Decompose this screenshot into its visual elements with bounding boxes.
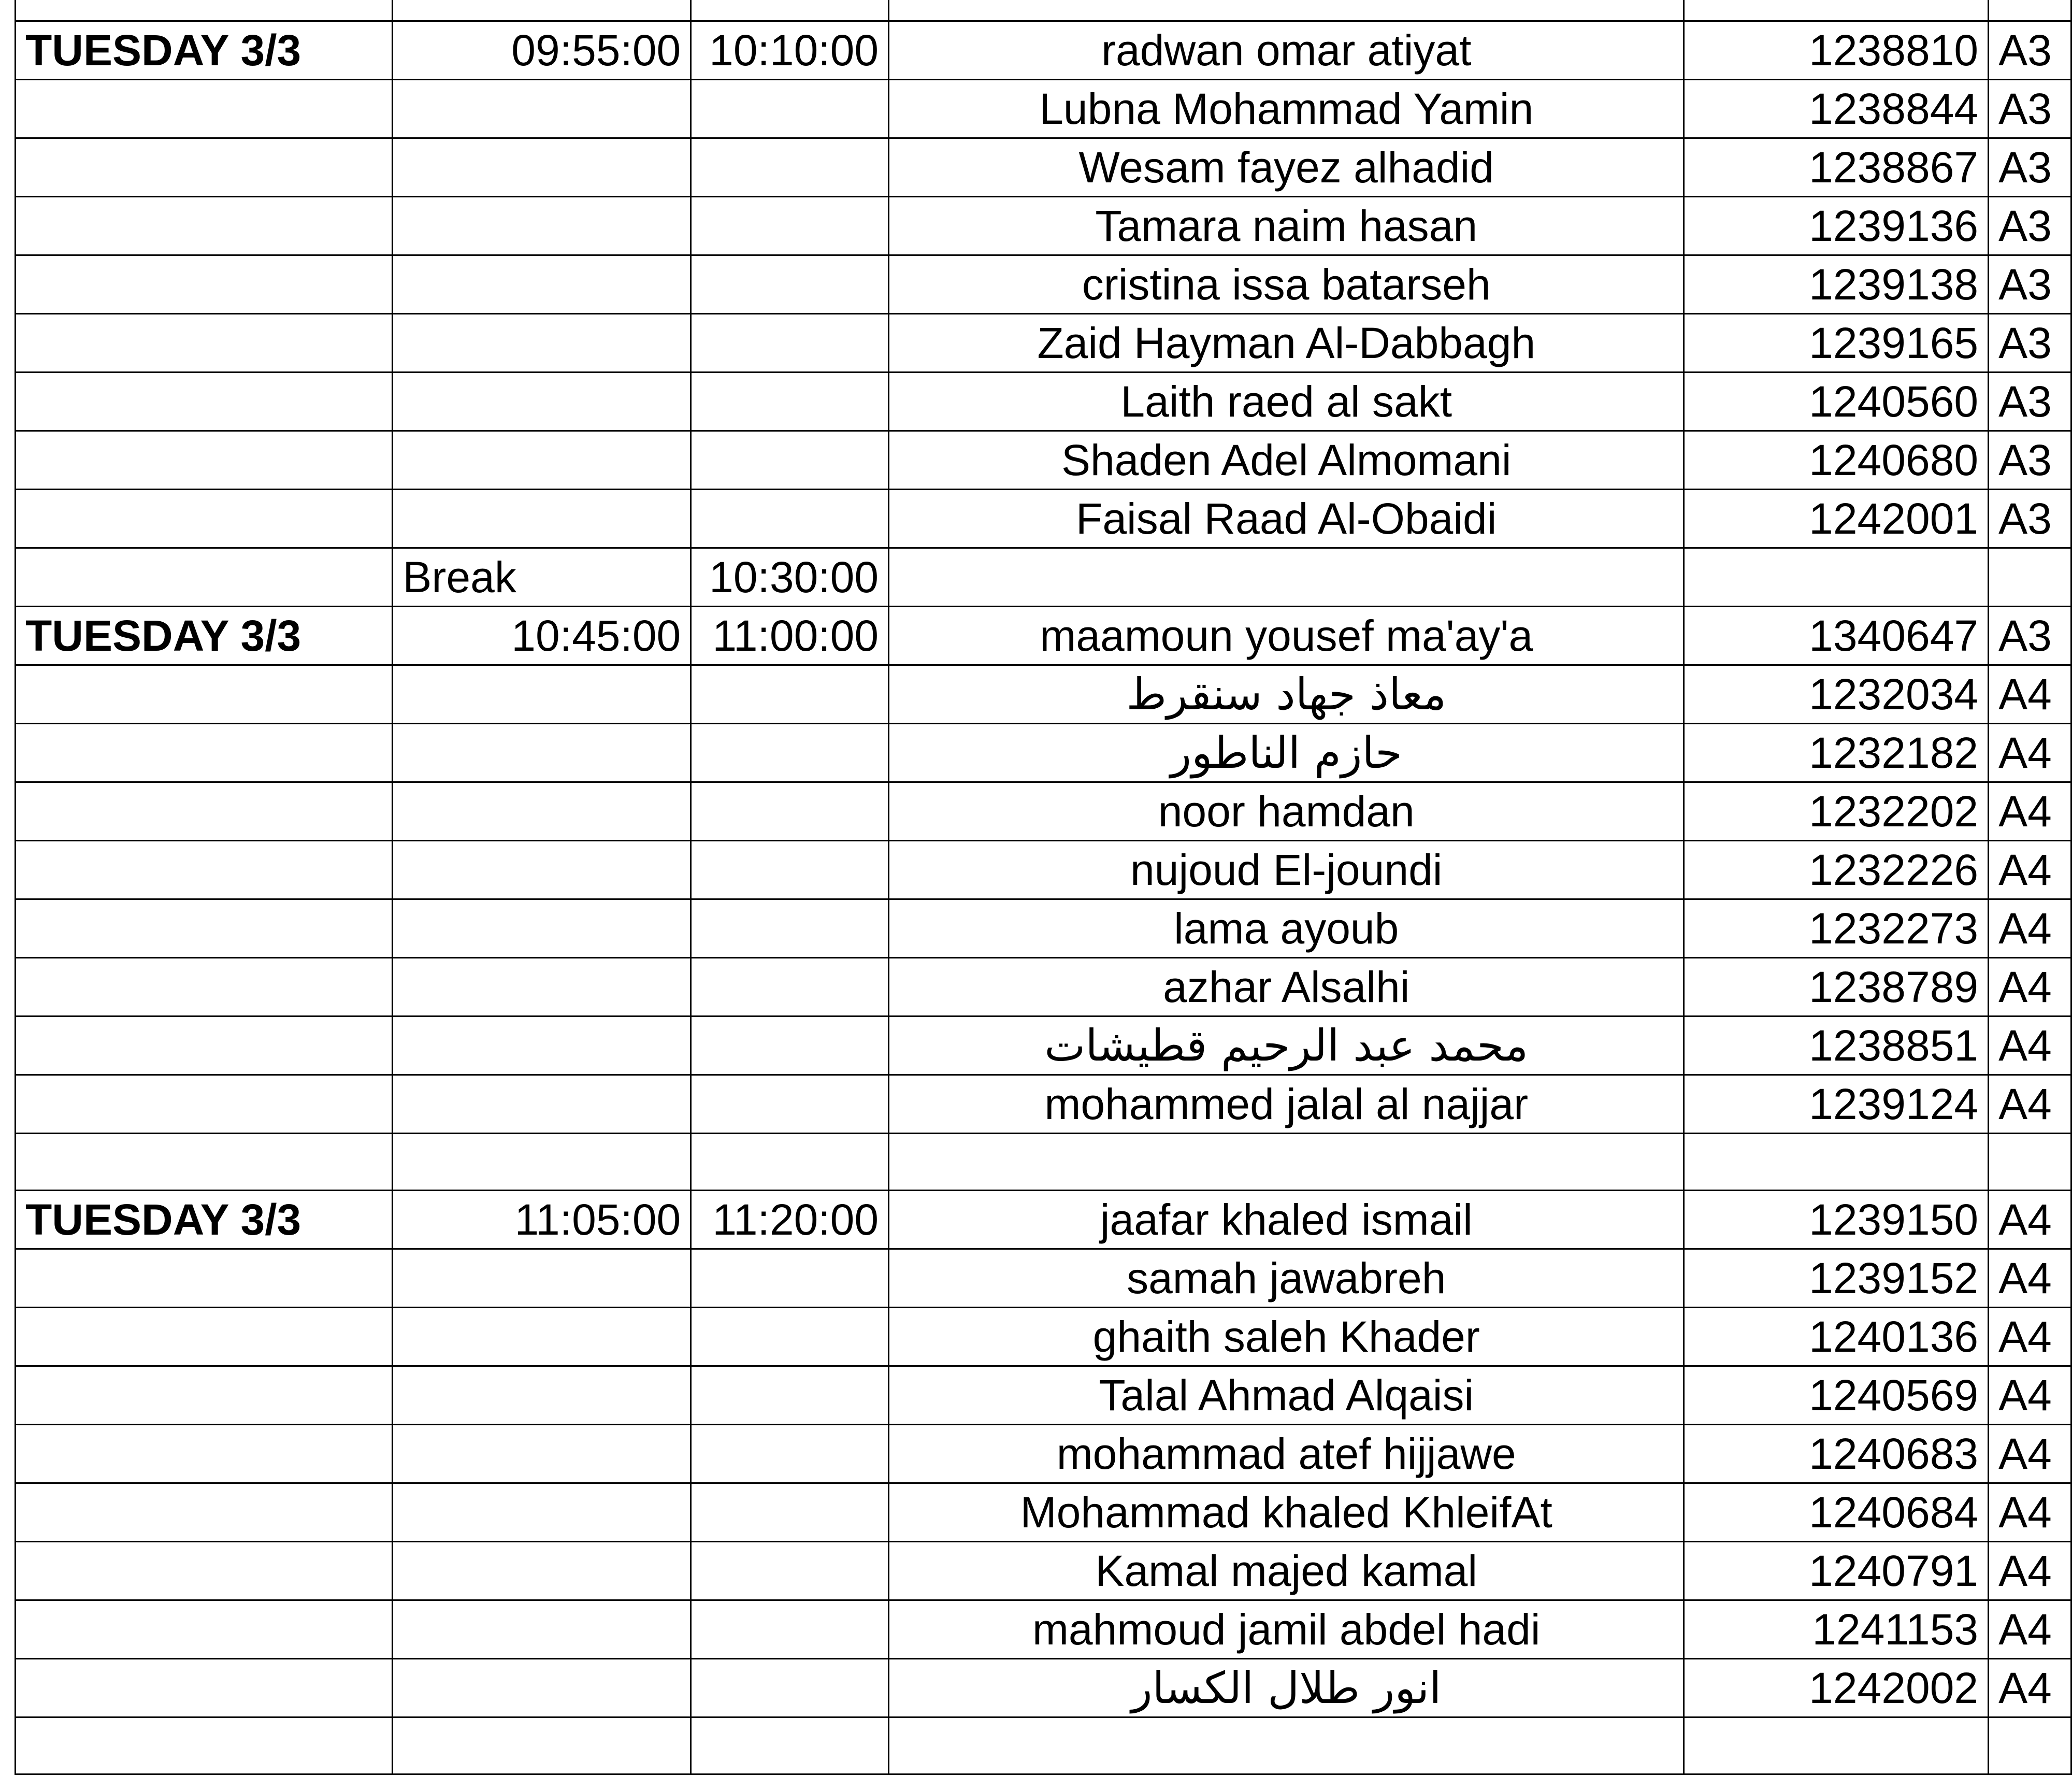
start-time-cell[interactable] <box>393 899 691 958</box>
table-row <box>16 1191 2071 1249</box>
table-row <box>16 1425 2071 1483</box>
end-time-cell[interactable] <box>691 197 889 255</box>
end-time-cell[interactable] <box>691 314 889 373</box>
student-name-cell[interactable]: Laith raed al sakt <box>889 373 1684 431</box>
end-time-cell[interactable] <box>691 724 889 782</box>
student-name-cell[interactable]: Kamal majed kamal <box>889 1542 1684 1600</box>
start-time-cell[interactable] <box>393 138 691 197</box>
day-cell[interactable] <box>16 1366 393 1425</box>
table-row <box>16 0 2071 21</box>
group-cell[interactable]: A4 <box>1989 899 2071 958</box>
table-row <box>16 958 2071 1017</box>
student-id-cell[interactable]: 1240684 <box>1684 1483 1989 1542</box>
end-time-cell[interactable] <box>691 1600 889 1659</box>
student-name-cell[interactable]: lama ayoub <box>889 899 1684 958</box>
start-time-cell[interactable] <box>393 431 691 490</box>
day-cell[interactable] <box>16 80 393 138</box>
day-cell[interactable] <box>16 0 393 21</box>
end-time-cell[interactable] <box>691 899 889 958</box>
day-cell[interactable]: TUESDAY 3/3 <box>16 21 393 80</box>
student-name-cell[interactable]: nujoud El-joundi <box>889 841 1684 899</box>
table-row <box>16 548 2071 607</box>
student-name-cell[interactable] <box>889 1717 1684 1774</box>
group-cell[interactable]: A4 <box>1989 1191 2071 1249</box>
student-id-cell[interactable]: 1240683 <box>1684 1425 1989 1483</box>
student-id-cell[interactable]: 1232226 <box>1684 841 1989 899</box>
table-row <box>16 665 2071 724</box>
start-time-cell[interactable]: Break <box>393 548 691 607</box>
group-cell[interactable]: A4 <box>1989 1483 2071 1542</box>
day-cell[interactable] <box>16 1542 393 1600</box>
end-time-cell[interactable] <box>691 1249 889 1308</box>
day-cell[interactable] <box>16 724 393 782</box>
student-id-cell[interactable]: 1232034 <box>1684 665 1989 724</box>
end-time-cell[interactable] <box>691 373 889 431</box>
group-cell[interactable]: A4 <box>1989 1366 2071 1425</box>
student-name-cell[interactable]: حازم الناطور <box>889 724 1684 782</box>
group-cell[interactable]: A4 <box>1989 665 2071 724</box>
student-name-cell[interactable]: noor hamdan <box>889 782 1684 841</box>
day-cell[interactable] <box>16 548 393 607</box>
group-cell[interactable]: A3 <box>1989 21 2071 80</box>
end-time-cell[interactable] <box>691 431 889 490</box>
group-cell[interactable]: A4 <box>1989 1017 2071 1075</box>
student-name-cell[interactable]: Faisal Raad Al-Obaidi <box>889 490 1684 548</box>
student-name-cell[interactable] <box>889 0 1684 21</box>
end-time-cell[interactable]: 11:00:00 <box>691 607 889 665</box>
student-name-cell[interactable]: jaafar khaled ismail <box>889 1191 1684 1249</box>
start-time-cell[interactable] <box>393 665 691 724</box>
group-cell[interactable]: A4 <box>1989 841 2071 899</box>
end-time-cell[interactable]: 11:20:00 <box>691 1191 889 1249</box>
student-name-cell[interactable]: mohammad atef hijjawe <box>889 1425 1684 1483</box>
table-row <box>16 1075 2071 1134</box>
student-id-cell[interactable]: 1238789 <box>1684 958 1989 1017</box>
student-name-cell[interactable]: azhar Alsalhi <box>889 958 1684 1017</box>
day-cell[interactable] <box>16 1659 393 1717</box>
group-cell[interactable]: A3 <box>1989 490 2071 548</box>
table-row <box>16 1542 2071 1600</box>
student-id-cell[interactable]: 1239124 <box>1684 1075 1989 1134</box>
student-name-cell[interactable]: Talal Ahmad Alqaisi <box>889 1366 1684 1425</box>
student-id-cell[interactable]: 1240560 <box>1684 373 1989 431</box>
student-id-cell[interactable]: 1241153 <box>1684 1600 1989 1659</box>
day-cell[interactable] <box>16 899 393 958</box>
day-cell[interactable] <box>16 314 393 373</box>
group-cell[interactable]: A3 <box>1989 607 2071 665</box>
group-cell[interactable] <box>1989 0 2071 21</box>
day-cell[interactable] <box>16 1717 393 1774</box>
student-name-cell[interactable]: معاذ جهاد سنقرط <box>889 665 1684 724</box>
group-cell[interactable]: A3 <box>1989 197 2071 255</box>
student-id-cell[interactable]: 1238810 <box>1684 21 1989 80</box>
end-time-cell[interactable] <box>691 1075 889 1134</box>
start-time-cell[interactable] <box>393 724 691 782</box>
group-cell[interactable]: A4 <box>1989 1075 2071 1134</box>
day-cell[interactable] <box>16 255 393 314</box>
start-time-cell[interactable] <box>393 1425 691 1483</box>
table-row <box>16 80 2071 138</box>
student-id-cell[interactable] <box>1684 548 1989 607</box>
group-cell[interactable]: A3 <box>1989 138 2071 197</box>
group-cell[interactable] <box>1989 548 2071 607</box>
start-time-cell[interactable] <box>393 314 691 373</box>
start-time-cell[interactable] <box>393 958 691 1017</box>
start-time-cell[interactable] <box>393 1483 691 1542</box>
student-id-cell[interactable]: 1239136 <box>1684 197 1989 255</box>
table-row <box>16 1017 2071 1075</box>
table-row <box>16 841 2071 899</box>
student-name-cell[interactable]: mahmoud jamil abdel hadi <box>889 1600 1684 1659</box>
start-time-cell[interactable]: 09:55:00 <box>393 21 691 80</box>
table-row <box>16 1717 2071 1774</box>
day-cell[interactable]: TUESDAY 3/3 <box>16 1191 393 1249</box>
start-time-cell[interactable] <box>393 373 691 431</box>
group-cell[interactable]: A4 <box>1989 782 2071 841</box>
day-cell[interactable] <box>16 373 393 431</box>
day-cell[interactable] <box>16 1425 393 1483</box>
table-row <box>16 21 2071 80</box>
day-cell[interactable] <box>16 431 393 490</box>
student-id-cell[interactable]: 1340647 <box>1684 607 1989 665</box>
start-time-cell[interactable]: 11:05:00 <box>393 1191 691 1249</box>
start-time-cell[interactable] <box>393 255 691 314</box>
day-cell[interactable] <box>16 1075 393 1134</box>
end-time-cell[interactable] <box>691 80 889 138</box>
end-time-cell[interactable] <box>691 1483 889 1542</box>
group-cell[interactable]: A3 <box>1989 80 2071 138</box>
student-name-cell[interactable]: samah jawabreh <box>889 1249 1684 1308</box>
day-cell[interactable] <box>16 1017 393 1075</box>
end-time-cell[interactable] <box>691 1542 889 1600</box>
schedule-table-body <box>16 0 2071 1774</box>
end-time-cell[interactable] <box>691 665 889 724</box>
table-row <box>16 138 2071 197</box>
start-time-cell[interactable] <box>393 1600 691 1659</box>
student-name-cell[interactable]: ghaith saleh Khader <box>889 1308 1684 1366</box>
start-time-cell[interactable] <box>393 197 691 255</box>
table-row <box>16 724 2071 782</box>
student-id-cell[interactable]: 1239138 <box>1684 255 1989 314</box>
student-name-cell[interactable]: mohammed jalal al najjar <box>889 1075 1684 1134</box>
start-time-cell[interactable] <box>393 1542 691 1600</box>
day-cell[interactable] <box>16 665 393 724</box>
start-time-cell[interactable] <box>393 782 691 841</box>
student-id-cell[interactable] <box>1684 0 1989 21</box>
student-id-cell[interactable]: 1239165 <box>1684 314 1989 373</box>
start-time-cell[interactable] <box>393 1134 691 1191</box>
student-id-cell[interactable]: 1239150 <box>1684 1191 1989 1249</box>
group-cell[interactable]: A3 <box>1989 255 2071 314</box>
end-time-cell[interactable] <box>691 0 889 21</box>
student-id-cell[interactable]: 1238844 <box>1684 80 1989 138</box>
end-time-cell[interactable] <box>691 255 889 314</box>
student-name-cell[interactable]: Tamara naim hasan <box>889 197 1684 255</box>
student-id-cell[interactable]: 1242002 <box>1684 1659 1989 1717</box>
student-id-cell[interactable]: 1232202 <box>1684 782 1989 841</box>
table-row <box>16 1249 2071 1308</box>
group-cell[interactable]: A4 <box>1989 1659 2071 1717</box>
end-time-cell[interactable] <box>691 1717 889 1774</box>
student-name-cell[interactable]: Lubna Mohammad Yamin <box>889 80 1684 138</box>
student-name-cell[interactable]: radwan omar atiyat <box>889 21 1684 80</box>
student-name-cell[interactable]: Zaid Hayman Al-Dabbagh <box>889 314 1684 373</box>
day-cell[interactable] <box>16 1308 393 1366</box>
day-cell[interactable] <box>16 490 393 548</box>
table-row <box>16 255 2071 314</box>
end-time-cell[interactable] <box>691 490 889 548</box>
group-cell[interactable]: A4 <box>1989 1249 2071 1308</box>
student-id-cell[interactable]: 1240136 <box>1684 1308 1989 1366</box>
end-time-cell[interactable] <box>691 1659 889 1717</box>
student-name-cell[interactable]: Shaden Adel Almomani <box>889 431 1684 490</box>
group-cell[interactable]: A4 <box>1989 724 2071 782</box>
group-cell[interactable]: A4 <box>1989 1542 2071 1600</box>
student-name-cell[interactable] <box>889 1134 1684 1191</box>
student-id-cell[interactable]: 1238867 <box>1684 138 1989 197</box>
student-id-cell[interactable]: 1240791 <box>1684 1542 1989 1600</box>
table-row <box>16 1600 2071 1659</box>
day-cell[interactable] <box>16 782 393 841</box>
schedule-table <box>15 0 2072 1775</box>
end-time-cell[interactable] <box>691 1425 889 1483</box>
table-row <box>16 782 2071 841</box>
start-time-cell[interactable] <box>393 1017 691 1075</box>
group-cell[interactable]: A3 <box>1989 373 2071 431</box>
student-name-cell[interactable]: انور طلال الكسار <box>889 1659 1684 1717</box>
student-name-cell[interactable]: maamoun yousef ma'ay'a <box>889 607 1684 665</box>
group-cell[interactable]: A4 <box>1989 1308 2071 1366</box>
student-id-cell[interactable] <box>1684 1717 1989 1774</box>
student-id-cell[interactable]: 1232182 <box>1684 724 1989 782</box>
student-name-cell[interactable]: Wesam fayez alhadid <box>889 138 1684 197</box>
end-time-cell[interactable] <box>691 138 889 197</box>
table-row <box>16 1308 2071 1366</box>
start-time-cell[interactable] <box>393 1075 691 1134</box>
end-time-cell[interactable] <box>691 1134 889 1191</box>
table-row <box>16 431 2071 490</box>
student-id-cell[interactable]: 1240680 <box>1684 431 1989 490</box>
group-cell[interactable]: A4 <box>1989 1600 2071 1659</box>
table-row <box>16 314 2071 373</box>
table-row <box>16 1483 2071 1542</box>
day-cell[interactable] <box>16 958 393 1017</box>
student-name-cell[interactable]: محمد عبد الرحيم قطيشات <box>889 1017 1684 1075</box>
student-id-cell[interactable]: 1240569 <box>1684 1366 1989 1425</box>
start-time-cell[interactable] <box>393 1249 691 1308</box>
end-time-cell[interactable] <box>691 1366 889 1425</box>
group-cell[interactable]: A3 <box>1989 431 2071 490</box>
day-cell[interactable] <box>16 138 393 197</box>
day-cell[interactable]: TUESDAY 3/3 <box>16 607 393 665</box>
group-cell[interactable] <box>1989 1717 2071 1774</box>
start-time-cell[interactable] <box>393 490 691 548</box>
start-time-cell[interactable] <box>393 1308 691 1366</box>
day-cell[interactable] <box>16 1134 393 1191</box>
group-cell[interactable]: A4 <box>1989 1425 2071 1483</box>
start-time-cell[interactable] <box>393 1659 691 1717</box>
day-cell[interactable] <box>16 1483 393 1542</box>
start-time-cell[interactable] <box>393 1366 691 1425</box>
day-cell[interactable] <box>16 1600 393 1659</box>
student-id-cell[interactable] <box>1684 1134 1989 1191</box>
end-time-cell[interactable] <box>691 958 889 1017</box>
student-id-cell[interactable]: 1238851 <box>1684 1017 1989 1075</box>
day-cell[interactable] <box>16 1249 393 1308</box>
table-row <box>16 899 2071 958</box>
table-row <box>16 373 2071 431</box>
table-row <box>16 1659 2071 1717</box>
student-id-cell[interactable]: 1242001 <box>1684 490 1989 548</box>
end-time-cell[interactable]: 10:30:00 <box>691 548 889 607</box>
end-time-cell[interactable] <box>691 1017 889 1075</box>
group-cell[interactable] <box>1989 1134 2071 1191</box>
start-time-cell[interactable] <box>393 1717 691 1774</box>
table-row <box>16 197 2071 255</box>
student-name-cell[interactable] <box>889 548 1684 607</box>
student-name-cell[interactable]: cristina issa batarseh <box>889 255 1684 314</box>
student-id-cell[interactable]: 1232273 <box>1684 899 1989 958</box>
end-time-cell[interactable] <box>691 1308 889 1366</box>
student-id-cell[interactable]: 1239152 <box>1684 1249 1989 1308</box>
day-cell[interactable] <box>16 197 393 255</box>
day-cell[interactable] <box>16 841 393 899</box>
student-name-cell[interactable]: Mohammad khaled KhleifAt <box>889 1483 1684 1542</box>
end-time-cell[interactable]: 10:10:00 <box>691 21 889 80</box>
start-time-cell[interactable]: 10:45:00 <box>393 607 691 665</box>
start-time-cell[interactable] <box>393 841 691 899</box>
group-cell[interactable]: A3 <box>1989 314 2071 373</box>
end-time-cell[interactable] <box>691 841 889 899</box>
table-row <box>16 490 2071 548</box>
start-time-cell[interactable] <box>393 0 691 21</box>
table-row <box>16 607 2071 665</box>
table-row <box>16 1366 2071 1425</box>
start-time-cell[interactable] <box>393 80 691 138</box>
group-cell[interactable]: A4 <box>1989 958 2071 1017</box>
end-time-cell[interactable] <box>691 782 889 841</box>
table-row <box>16 1134 2071 1191</box>
